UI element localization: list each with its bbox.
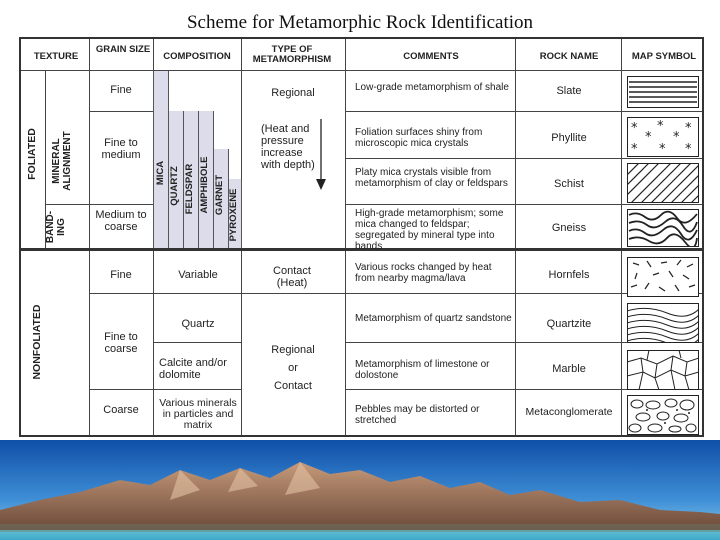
header-divider bbox=[21, 70, 702, 71]
depth-arrow-icon bbox=[315, 119, 327, 191]
comment-marble: Metamorphism of limestone or dolostone bbox=[355, 359, 490, 381]
svg-text:*: * bbox=[685, 142, 692, 157]
type-nf-regional: Regional bbox=[271, 344, 315, 356]
type-nf-contact: Contact bbox=[274, 380, 312, 392]
row-divider bbox=[89, 111, 154, 112]
metaconglomerate-pattern-icon bbox=[627, 395, 699, 435]
svg-text:*: * bbox=[685, 121, 692, 136]
comment-metaconglomerate: Pebbles may be distorted or stretched bbox=[355, 404, 480, 426]
rock-schist: Schist bbox=[554, 178, 584, 190]
rock-slate: Slate bbox=[556, 85, 582, 97]
phyllite-pattern-icon bbox=[627, 117, 699, 157]
col-divider bbox=[345, 39, 346, 435]
mineral-garnet: GARNET bbox=[214, 174, 225, 216]
comment-phyllite: Foliation surfaces shiny from microscopic mica crystals bbox=[355, 127, 483, 149]
svg-text:*: * bbox=[657, 119, 664, 134]
rock-identification-table bbox=[19, 37, 704, 437]
texture-foliated: FOLIATED bbox=[26, 128, 38, 180]
marble-pattern-icon bbox=[627, 350, 699, 390]
texture-nonfoliated: NONFOLIATED bbox=[31, 304, 43, 380]
col-divider bbox=[515, 39, 516, 435]
page-title: Scheme for Metamorphic Rock Identification bbox=[186, 12, 534, 33]
rock-quartzite: Quartzite bbox=[546, 318, 592, 330]
type-regional-note: (Heat and pressure increase with depth) bbox=[261, 123, 315, 171]
comp-calcite-dolomite: Calcite and/or dolomite bbox=[159, 357, 227, 381]
header-texture: TEXTURE bbox=[33, 51, 79, 62]
header-map-symbol: MAP SYMBOL bbox=[631, 51, 697, 62]
header-rock-name: ROCK NAME bbox=[539, 51, 599, 62]
gneiss-pattern-icon bbox=[627, 209, 699, 247]
col-divider bbox=[89, 39, 90, 435]
svg-text:*: * bbox=[673, 130, 680, 145]
row-divider bbox=[89, 293, 702, 294]
comp-quartz: Quartz bbox=[181, 318, 215, 330]
rock-marble: Marble bbox=[552, 363, 586, 375]
texture-banding: BAND- ING bbox=[45, 210, 67, 244]
mineral-mica: MICA bbox=[155, 160, 166, 186]
header-grain-size: GRAIN SIZE bbox=[95, 44, 151, 55]
slate-pattern-icon bbox=[627, 76, 699, 108]
svg-text:*: * bbox=[659, 142, 666, 157]
comment-quartzite: Metamorphism of quartz sandstone bbox=[355, 313, 512, 324]
mineral-feldspar: FELDSPAR bbox=[184, 163, 195, 215]
comment-slate: Low-grade metamorphism of shale bbox=[355, 82, 509, 93]
mountain-landscape-image bbox=[0, 440, 720, 540]
grain-fine: Fine bbox=[110, 84, 132, 96]
type-regional: Regional bbox=[271, 87, 315, 99]
row-divider bbox=[89, 389, 154, 390]
texture-mineral-alignment: MINERAL ALIGNMENT bbox=[51, 131, 73, 191]
rock-hornfels: Hornfels bbox=[548, 269, 590, 281]
quartzite-pattern-icon bbox=[627, 303, 699, 343]
rock-metaconglomerate: Metaconglomerate bbox=[525, 406, 613, 418]
svg-text:*: * bbox=[631, 142, 638, 157]
grain-nf-coarse: Coarse bbox=[103, 404, 139, 416]
rock-gneiss: Gneiss bbox=[551, 222, 587, 234]
header-comments: COMMENTS bbox=[403, 51, 459, 62]
type-nf-or: or bbox=[288, 362, 298, 374]
col-divider bbox=[621, 39, 622, 435]
hornfels-pattern-icon bbox=[627, 257, 699, 297]
comment-gneiss: High-grade metamorphism; some mica changed to feldspar; segregated by mineral type into bands bbox=[355, 208, 504, 252]
svg-text:*: * bbox=[645, 130, 652, 145]
header-composition: COMPOSITION bbox=[163, 51, 231, 62]
mineral-quartz: QUARTZ bbox=[169, 166, 180, 206]
row-divider bbox=[153, 389, 241, 390]
row-divider bbox=[345, 158, 702, 159]
comp-various-minerals: Various minerals in particles and matrix bbox=[159, 397, 237, 431]
row-divider bbox=[345, 204, 702, 205]
mineral-amphibole: AMPHIBOLE bbox=[199, 156, 210, 214]
svg-text:*: * bbox=[631, 121, 638, 136]
grain-fine-to-medium: Fine to medium bbox=[101, 137, 141, 161]
header-type-of-metamorphism: TYPE OF METAMORPHISM bbox=[252, 44, 332, 65]
mineral-pyroxene: PYROXENE bbox=[228, 188, 239, 242]
grain-medium-to-coarse: Medium to coarse bbox=[95, 209, 147, 233]
grain-nf-fine: Fine bbox=[110, 269, 132, 281]
row-divider bbox=[153, 342, 241, 343]
comp-variable: Variable bbox=[178, 269, 218, 281]
comment-hornfels: Various rocks changed by heat from nearby magma/lava bbox=[355, 262, 492, 284]
type-contact-heat: Contact (Heat) bbox=[273, 265, 311, 289]
schist-pattern-icon bbox=[627, 163, 699, 203]
comment-schist: Platy mica crystals visible from metamorphism of clay or feldspars bbox=[355, 167, 508, 189]
grain-nf-fine-to-coarse: Fine to coarse bbox=[104, 331, 138, 355]
row-divider bbox=[345, 111, 702, 112]
rock-phyllite: Phyllite bbox=[551, 132, 587, 144]
